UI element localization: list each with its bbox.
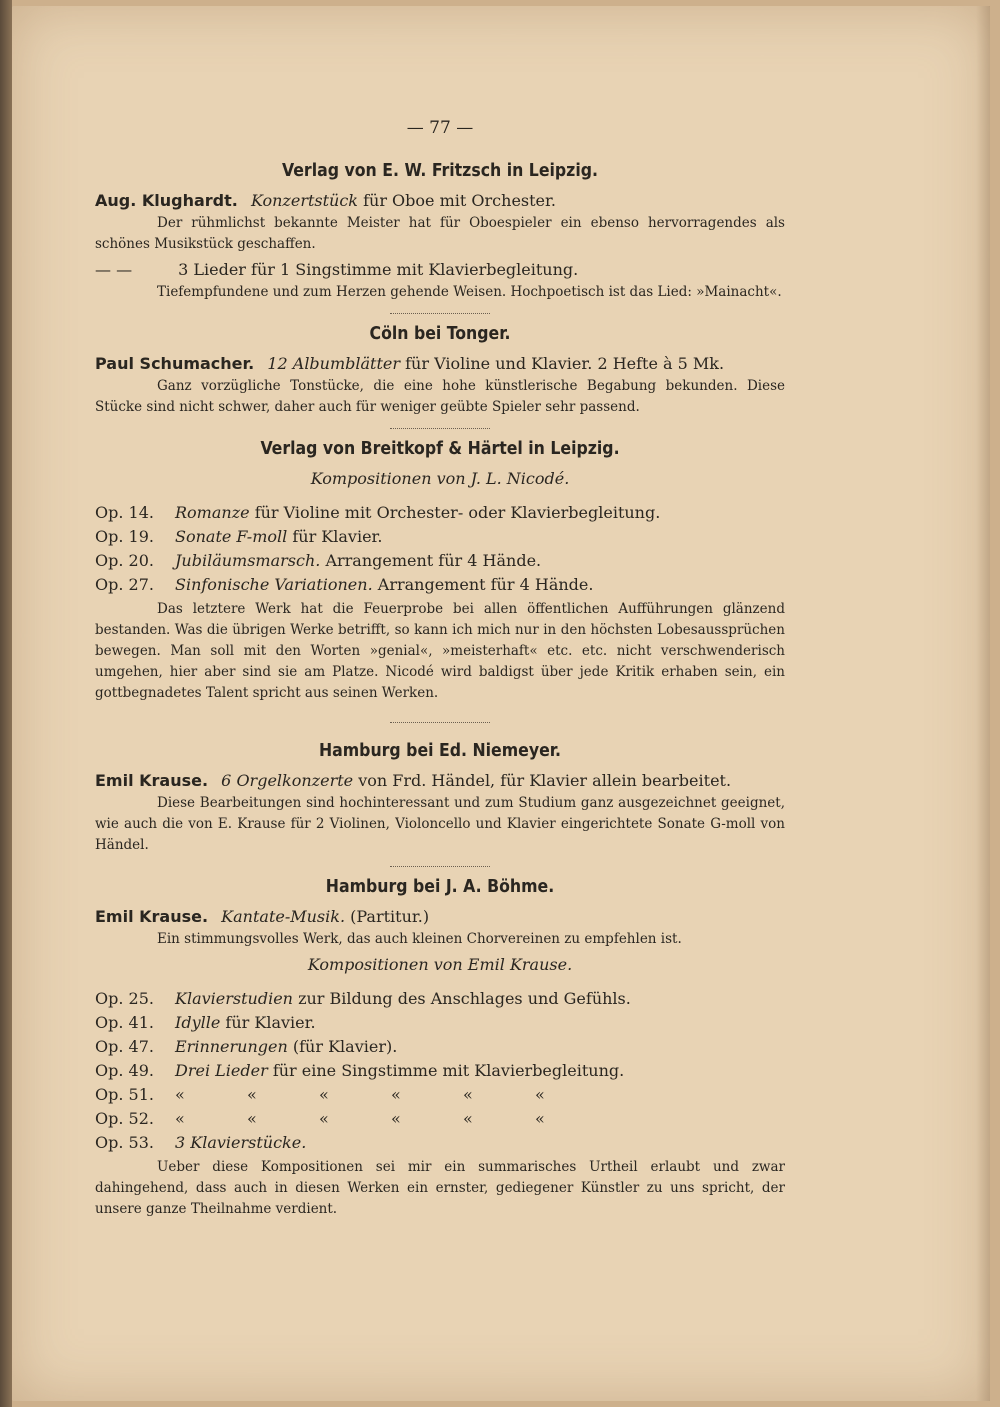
- opus-number: Op. 49.: [95, 1061, 154, 1080]
- publisher-heading: Hamburg bei J. A. Böhme.: [325, 877, 555, 897]
- opus-number: Op. 19.: [95, 527, 154, 546]
- opus-entry: [95, 1059, 785, 1083]
- work-title: Klavierstudien: [175, 989, 293, 1008]
- author-name: Paul Schumacher.: [95, 354, 255, 373]
- ditto-marks: [175, 1083, 607, 1107]
- composer-subtitle: Kompositionen von J. L. Nicodé.: [310, 469, 570, 488]
- opus-entry: [95, 1107, 785, 1131]
- work-title: Idylle: [175, 1013, 221, 1032]
- ditto-mark: «: [319, 1085, 329, 1104]
- work-title: Kantate-Musik.: [221, 907, 346, 926]
- work-details: für Oboe mit Orchester.: [363, 191, 556, 210]
- ditto-mark: «: [319, 1109, 329, 1128]
- entry: [95, 353, 785, 374]
- opus-number: Op. 20.: [95, 551, 154, 570]
- opus-number: Op. 51.: [95, 1085, 154, 1104]
- work-details: für Klavier.: [292, 527, 383, 546]
- work-details: Arrangement für 4 Hände.: [377, 575, 594, 594]
- work-title: Jubiläumsmarsch.: [175, 551, 321, 570]
- ditto-mark: «: [247, 1109, 257, 1128]
- publisher-heading: Verlag von Breitkopf & Härtel in Leipzig.: [260, 439, 620, 459]
- ditto-mark: «: [175, 1109, 185, 1128]
- work-details: von Frd. Händel, für Klavier allein bearbeitet.: [358, 771, 732, 790]
- work-details: (für Klavier).: [292, 1037, 398, 1056]
- work-description: Das letztere Werk hat die Feuerprobe bei allen öffentlichen Aufführungen glänzend bestanden. Was die übrigen Werke betrifft, so kann ich mich nur in den höchsten Lobesaussprüchen bewegen. Man soll mit den Worten »genial«, »meisterhaft« etc. etc. nicht verschwenderisch umgehen, hier aber sind sie am Platze. Nicodé wird baldigst über jede Kritik erhaben sein, ein gottbegnadetes Talent spricht aus seinen Werken.: [95, 601, 785, 701]
- opus-entry: [95, 987, 785, 1011]
- section-divider: [390, 718, 490, 723]
- work-title: 12 Albumblätter: [267, 354, 401, 373]
- ditto-mark: «: [247, 1085, 257, 1104]
- opus-entry: [95, 1131, 785, 1155]
- work-title: 6 Orgelkonzerte: [221, 771, 354, 790]
- opus-entry: [95, 549, 785, 573]
- opus-number: Op. 53.: [95, 1133, 154, 1152]
- ditto-mark: «: [535, 1109, 545, 1128]
- work-description: Ganz vorzügliche Tonstücke, die eine hohe künstlerische Begabung bekunden. Diese Stücke sind nicht schwer, daher auch für weniger geübte Spieler sehr passend.: [95, 378, 785, 415]
- work-title: Sinfonische Variationen.: [175, 575, 373, 594]
- opus-number: Op. 47.: [95, 1037, 154, 1056]
- section-divider: [390, 862, 490, 867]
- entry: [95, 906, 785, 927]
- work-details: 3 Lieder für 1 Singstimme mit Klavierbegleitung.: [178, 260, 579, 279]
- work-details: Arrangement für 4 Hände.: [325, 551, 542, 570]
- work-details: für Klavier.: [225, 1013, 316, 1032]
- publisher-heading: Cöln bei Tonger.: [369, 324, 511, 344]
- opus-entry: [95, 573, 785, 597]
- ditto-mark: «: [535, 1085, 545, 1104]
- work-description: Der rühmlichst bekannte Meister hat für Oboespieler ein ebenso hervorragendes als schönes Musikstück geschaffen.: [95, 215, 785, 252]
- entry: [95, 190, 785, 211]
- work-description: Diese Bearbeitungen sind hochinteressant und zum Studium ganz ausgezeichnet geeignet, wie auch die von E. Krause für 2 Violinen, Violoncello und Klavier eingerichtete Sonate G-moll von Händel.: [95, 795, 785, 853]
- author-name: Aug. Klughardt.: [95, 191, 238, 210]
- opus-number: Op. 41.: [95, 1013, 154, 1032]
- work-description: Tiefempfundene und zum Herzen gehende Weisen. Hochpoetisch ist das Lied: »Mainacht«.: [157, 284, 782, 300]
- work-title: Konzertstück: [250, 191, 358, 210]
- opus-number: Op. 25.: [95, 989, 154, 1008]
- ditto-mark: «: [391, 1085, 401, 1104]
- work-details: für eine Singstimme mit Klavierbegleitung.: [272, 1061, 625, 1080]
- author-name: Emil Krause.: [95, 771, 209, 790]
- book-spine: [0, 0, 12, 1407]
- ditto-mark: «: [175, 1085, 185, 1104]
- work-details: zur Bildung des Anschlages und Gefühls.: [298, 989, 631, 1008]
- opus-number: Op. 27.: [95, 575, 154, 594]
- author-name: Emil Krause.: [95, 907, 209, 926]
- work-details: für Violine und Klavier. 2 Hefte à 5 Mk.: [405, 354, 725, 373]
- ditto-mark: «: [391, 1109, 401, 1128]
- ditto-marks: [175, 1107, 607, 1131]
- work-title: Sonate F-moll: [175, 527, 288, 546]
- publisher-heading: Hamburg bei Ed. Niemeyer.: [318, 741, 562, 761]
- publisher-heading: Verlag von E. W. Fritzsch in Leipzig.: [282, 161, 598, 181]
- opus-number: Op. 14.: [95, 503, 154, 522]
- opus-entry: [95, 501, 785, 525]
- section-divider: [390, 424, 490, 429]
- work-description: Ein stimmungsvolles Werk, das auch kleinen Chorvereinen zu empfehlen ist.: [157, 931, 682, 947]
- page-content: [95, 118, 785, 1224]
- page-number: — 77 —: [406, 118, 474, 138]
- work-details: (Partitur.): [350, 907, 430, 926]
- work-description: Ueber diese Kompositionen sei mir ein summarisches Urtheil erlaubt und zwar dahingehend, dass auch in diesen Werken ein ernster, gediegener Künstler zu uns spricht, der unsere ganze Theilnahme verdient.: [95, 1159, 785, 1217]
- entry: [95, 770, 785, 791]
- work-title: Romanze: [175, 503, 250, 522]
- opus-entry: [95, 1011, 785, 1035]
- work-title: Drei Lieder: [175, 1061, 268, 1080]
- opus-entry: [95, 1083, 785, 1107]
- ditto-mark: «: [463, 1109, 473, 1128]
- work-title: Erinnerungen: [175, 1037, 288, 1056]
- work-details: für Violine mit Orchester- oder Klavierbegleitung.: [254, 503, 661, 522]
- opus-number: Op. 52.: [95, 1109, 154, 1128]
- composer-subtitle: Kompositionen von Emil Krause.: [307, 955, 573, 974]
- work-title: 3 Klavierstücke.: [175, 1133, 307, 1152]
- opus-entry: [95, 1035, 785, 1059]
- ditto-mark: «: [463, 1085, 473, 1104]
- opus-entry: [95, 525, 785, 549]
- ditto-dash: — —: [95, 260, 133, 279]
- entry: [95, 259, 785, 280]
- section-divider: [390, 309, 490, 314]
